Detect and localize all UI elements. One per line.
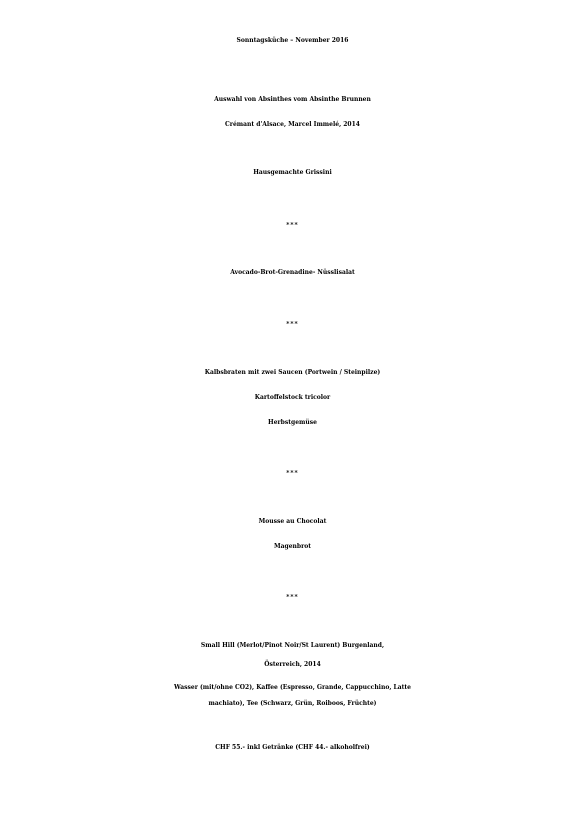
main-side-herbstgemuese: Herbstgemüse (268, 419, 317, 426)
dessert-mousse: Mousse au Chocolat (258, 518, 327, 525)
aperitif-cremant: Crémant d'Alsace, Marcel Immelé, 2014 (225, 121, 360, 128)
salad-course: Avocado-Brot-Grenadine- Nüsslisalat (230, 269, 355, 276)
menu-title: Sonntagsküche – November 2016 (236, 37, 349, 44)
aperitif-absinthe: Auswahl von Absinthes vom Absinthe Brunnen (214, 96, 371, 103)
starter-grissini: Hausgemachte Grissini (253, 169, 332, 176)
price-line: CHF 55.- inkl Getränke (CHF 44.- alkoholfrei) (215, 744, 370, 751)
wine-line-1: Small Hill (Merlot/Pinot Noir/St Laurent) Burgenland, (200, 642, 385, 649)
drinks-line-1: Wasser (mit/ohne CO2), Kaffee (Espresso, Grande, Cappucchino, Latte (174, 684, 411, 691)
main-side-kartoffelstock: Kartoffelstock tricolor (254, 394, 331, 401)
separator: *** (286, 470, 299, 477)
separator: *** (286, 321, 299, 328)
main-course: Kalbsbraten mit zwei Saucen (Portwein / Steinpilze) (204, 369, 381, 376)
separator: *** (286, 222, 299, 229)
dessert-magenbrot: Magenbrot (273, 543, 312, 550)
wine-line-2: Österreich, 2014 (264, 661, 321, 668)
drinks-line-2: machiato), Tee (Schwarz, Grün, Roiboos, Früchte) (208, 700, 377, 707)
separator: *** (286, 594, 299, 601)
